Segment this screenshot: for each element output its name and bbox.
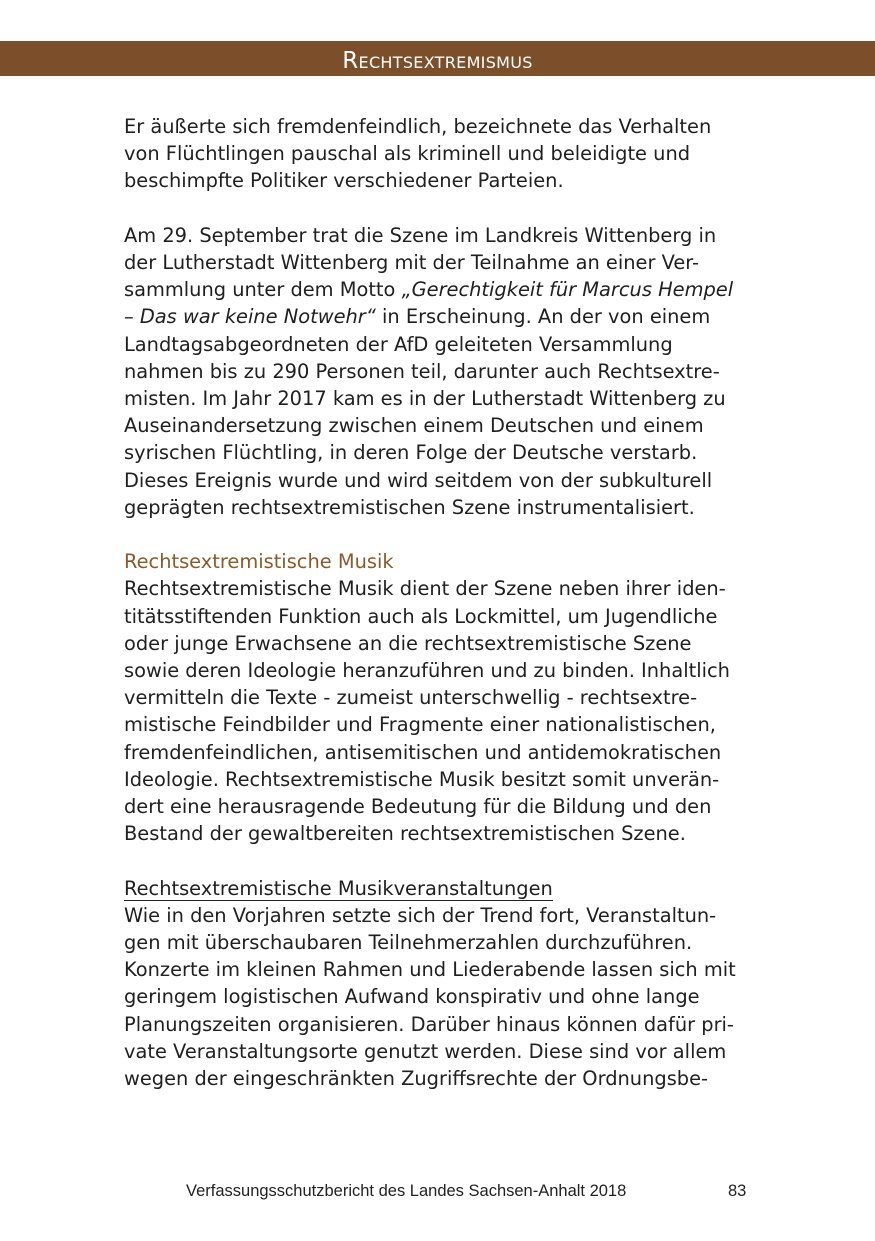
motto-italic: – Das war keine Notwehr“ (124, 305, 376, 329)
page-number: 83 (728, 1182, 747, 1200)
page-body (124, 113, 754, 1092)
text-line: Dieses Ereignis wurde und wird seitdem von der subkulturell (124, 468, 713, 492)
paragraph-2 (124, 222, 754, 521)
text-line: Konzerte im kleinen Rahmen und Liederabende lassen sich mit (124, 958, 736, 982)
text-line: Bestand der gewaltbereiten rechtsextremistischen Szene. (124, 822, 686, 846)
section-heading-row (124, 875, 754, 902)
text-line: vate Veranstaltungsorte genutzt werden. Diese sind vor allem (124, 1039, 727, 1063)
section-heading-events: Rechtsextremistische Musikveranstaltungen (124, 876, 553, 900)
page-footer (186, 1182, 875, 1201)
text-line: vermitteln die Texte - zumeist unterschwellig - rechtsextre- (124, 686, 698, 710)
text-line: Rechtsextremistische Musik dient der Szene neben ihrer iden- (124, 577, 726, 601)
report-title: Verfassungsschutzbericht des Landes Sachsen-Anhalt 2018 (186, 1182, 627, 1200)
chapter-title: Rechtsextremismus (342, 48, 533, 74)
text-line: sowie deren Ideologie heranzuführen und zu binden. Inhaltlich (124, 659, 730, 683)
text-line: gen mit überschaubaren Teilnehmerzahlen durchzuführen. (124, 931, 693, 955)
text-line: Landtagsabgeordneten der AfD geleiteten Versammlung (124, 332, 673, 356)
text-line-motto-end (124, 303, 754, 330)
text-line: geprägten rechtsextremistischen Szene instrumentalisiert. (124, 495, 695, 519)
text-line: geringem logistischen Aufwand konspirativ und ohne lange (124, 985, 700, 1009)
text-line: Auseinandersetzung zwischen einem Deutschen und einem (124, 414, 704, 438)
chapter-banner (0, 41, 875, 76)
text-fragment: in Erscheinung. An der von einem (375, 305, 711, 329)
text-fragment: sammlung unter dem Motto (124, 278, 402, 302)
text-line: beschimpfte Politiker verschiedener Parteien. (124, 169, 564, 193)
text-line: nahmen bis zu 290 Personen teil, darunter auch Rechtsextre- (124, 359, 720, 383)
section-heading-music: Rechtsextremistische Musik (124, 550, 394, 574)
text-line: oder junge Erwachsene an die rechtsextremistische Szene (124, 631, 692, 655)
text-line: Wie in den Vorjahren setzte sich der Trend fort, Veranstaltun- (124, 903, 717, 927)
text-line: syrischen Flüchtling, in deren Folge der Deutsche verstarb. (124, 441, 698, 465)
text-line: wegen der eingeschränkten Zugriffsrechte der Ordnungsbe- (124, 1067, 709, 1091)
text-line: Planungszeiten organisieren. Darüber hinaus können dafür pri- (124, 1012, 734, 1036)
text-line: Er äußerte sich fremdenfeindlich, bezeichnete das Verhalten (124, 115, 712, 138)
text-line: fremdenfeindlichen, antisemitischen und antidemokratischen (124, 740, 722, 764)
text-line: Am 29. September trat die Szene im Landkreis Wittenberg in (124, 223, 717, 247)
text-line: dert eine herausragende Bedeutung für die Bildung und den (124, 795, 712, 819)
paragraph-events (124, 902, 754, 1092)
text-line-motto (124, 276, 754, 303)
text-line: Ideologie. Rechtsextremistische Musik besitzt somit unverän- (124, 767, 720, 791)
text-line: titätsstiftenden Funktion auch als Lockmittel, um Jugendliche (124, 604, 718, 628)
text-line: mistische Feindbilder und Fragmente einer nationalistischen, (124, 713, 716, 737)
paragraph-1 (124, 113, 754, 195)
text-line: misten. Im Jahr 2017 kam es in der Lutherstadt Wittenberg zu (124, 387, 726, 411)
motto-italic: „Gerechtigkeit für Marcus Hempel (401, 278, 734, 302)
paragraph-music (124, 575, 754, 847)
text-line: der Lutherstadt Wittenberg mit der Teilnahme an einer Ver- (124, 251, 700, 274)
text-line: von Flüchtlingen pauschal als kriminell und beleidigte und (124, 142, 691, 166)
